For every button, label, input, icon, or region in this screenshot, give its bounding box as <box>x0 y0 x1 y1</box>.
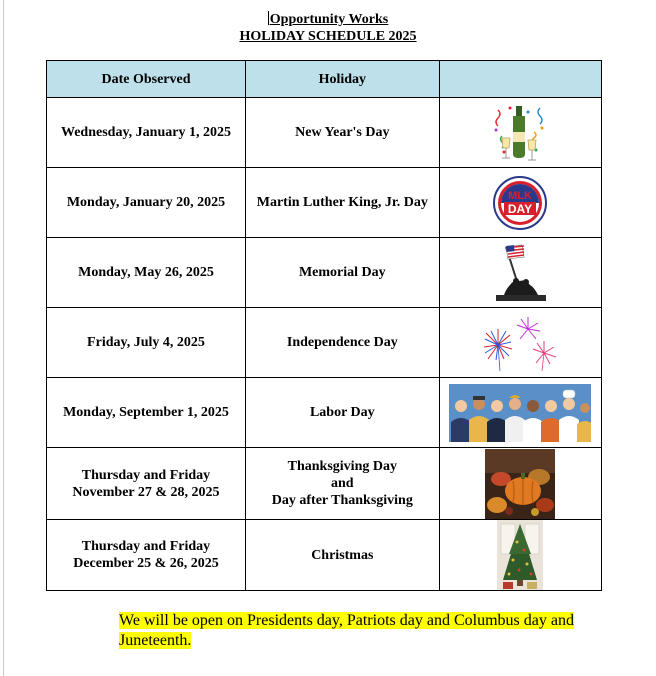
date-cell: Friday, July 4, 2025 <box>47 308 246 378</box>
holiday-cell: Labor Day <box>245 378 439 448</box>
footer-note <box>119 611 589 651</box>
mlk-badge-top-text: MLK <box>508 189 533 202</box>
date-cell: Monday, May 26, 2025 <box>47 238 246 308</box>
column-header-holiday: Holiday <box>245 61 439 98</box>
table-row <box>47 98 602 168</box>
holiday-cell <box>245 448 439 520</box>
holiday-line: and <box>331 476 354 491</box>
date-line: December 25 & 26, 2025 <box>73 556 219 571</box>
pumpkins-icon <box>485 449 555 519</box>
date-cell: Wednesday, January 1, 2025 <box>47 98 246 168</box>
iwo-jima-flag-icon <box>488 241 552 305</box>
holiday-cell: Martin Luther King, Jr. Day <box>245 168 439 238</box>
table-row <box>47 308 602 378</box>
text-cursor <box>268 11 269 25</box>
holiday-cell: Independence Day <box>245 308 439 378</box>
workers-group-icon <box>449 384 591 442</box>
column-header-image <box>439 61 601 98</box>
table-row <box>47 168 602 238</box>
page-left-edge <box>3 0 4 676</box>
date-cell <box>47 448 246 520</box>
org-name-text: Opportunity Works <box>269 12 389 27</box>
org-name <box>0 11 656 28</box>
fireworks-icon <box>478 313 562 373</box>
image-cell <box>439 98 601 168</box>
date-line: Thursday and Friday <box>81 467 211 483</box>
table-row <box>47 378 602 448</box>
image-cell <box>439 238 601 308</box>
footer-note-text: We will be open on Presidents day, Patriots day and Columbus day and Juneteenth. <box>119 612 574 649</box>
table-header-row <box>47 61 602 98</box>
table-row <box>47 238 602 308</box>
mlk-day-badge-icon <box>492 175 548 231</box>
date-cell: Monday, September 1, 2025 <box>47 378 246 448</box>
holiday-cell: Memorial Day <box>245 238 439 308</box>
holiday-cell: Christmas <box>245 520 439 591</box>
mlk-badge-bottom-text: DAY <box>508 201 533 216</box>
holiday-line: Thanksgiving Day <box>287 459 397 474</box>
document-title-block <box>0 11 656 45</box>
holiday-cell: New Year's Day <box>245 98 439 168</box>
date-line: November 27 & 28, 2025 <box>72 484 220 500</box>
image-cell <box>439 168 601 238</box>
column-header-date: Date Observed <box>47 61 246 98</box>
date-cell <box>47 520 246 591</box>
schedule-title: HOLIDAY SCHEDULE 2025 <box>239 29 417 44</box>
date-cell: Monday, January 20, 2025 <box>47 168 246 238</box>
date-line: Thursday and Friday <box>81 539 211 554</box>
table-row <box>47 520 602 591</box>
image-cell <box>439 308 601 378</box>
champagne-confetti-icon <box>490 102 550 164</box>
image-cell <box>439 520 601 591</box>
image-cell <box>439 448 601 520</box>
holiday-line: Day after Thanksgiving <box>271 493 413 508</box>
christmas-tree-icon <box>497 520 543 590</box>
image-cell <box>439 378 601 448</box>
table-row <box>47 448 602 520</box>
holiday-schedule-table <box>46 60 602 591</box>
